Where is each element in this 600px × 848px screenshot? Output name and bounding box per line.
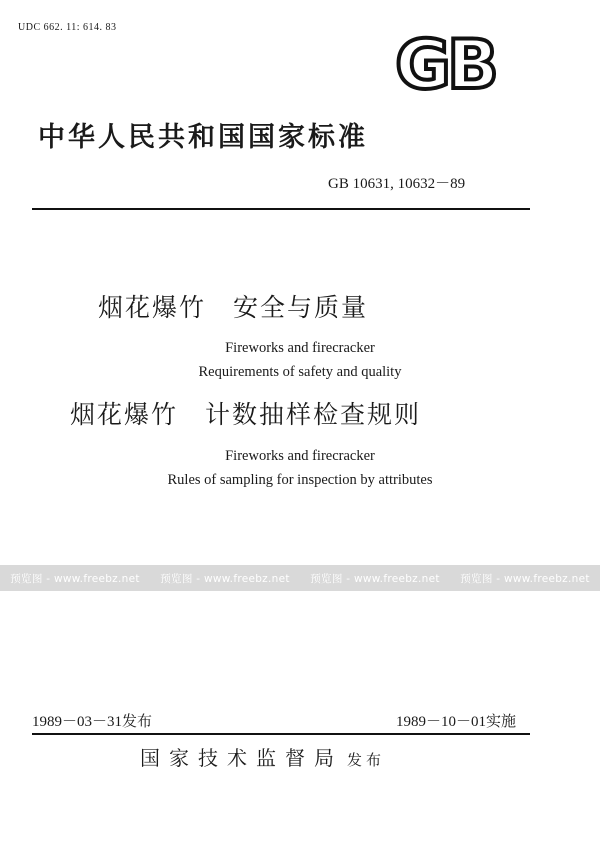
issuer <box>140 742 385 771</box>
standard1-en-line2: Requirements of safety and quality <box>198 364 402 380</box>
watermark-band <box>0 565 600 591</box>
gb-logo-text: GB <box>395 32 495 94</box>
standard2-en-line2: Rules of sampling for inspection by attributes <box>167 472 433 488</box>
issuer-suffix: 发布 <box>347 751 386 769</box>
issue-date: 1989－03－31发布 <box>32 714 153 730</box>
implement-date: 1989－10－01实施 <box>396 714 517 730</box>
top-divider <box>32 208 530 210</box>
watermark-text: 预览图 - www.freebz.net <box>160 572 290 585</box>
watermark-text: 预览图 - www.freebz.net <box>10 572 140 585</box>
standard2-en-line1: Fireworks and firecracker <box>225 448 375 464</box>
standard1-cn-title: 烟花爆竹 安全与质量 <box>98 293 369 322</box>
watermark-text: 预览图 - www.freebz.net <box>310 572 440 585</box>
standard1-en-line1: Fireworks and firecracker <box>225 340 375 356</box>
udc-code: UDC 662. 11: 614. 83 <box>18 22 117 33</box>
watermark-text: 预览图 - www.freebz.net <box>460 572 590 585</box>
standard-code: GB 10631, 10632－89 <box>328 176 466 192</box>
standard2-cn-title: 烟花爆竹 计数抽样检查规则 <box>70 400 422 429</box>
issuer-name: 国家技术监督局 <box>140 746 343 770</box>
gb-logo <box>380 32 510 94</box>
bottom-divider <box>32 733 530 735</box>
standard-title: 中华人民共和国国家标准 <box>38 122 368 153</box>
